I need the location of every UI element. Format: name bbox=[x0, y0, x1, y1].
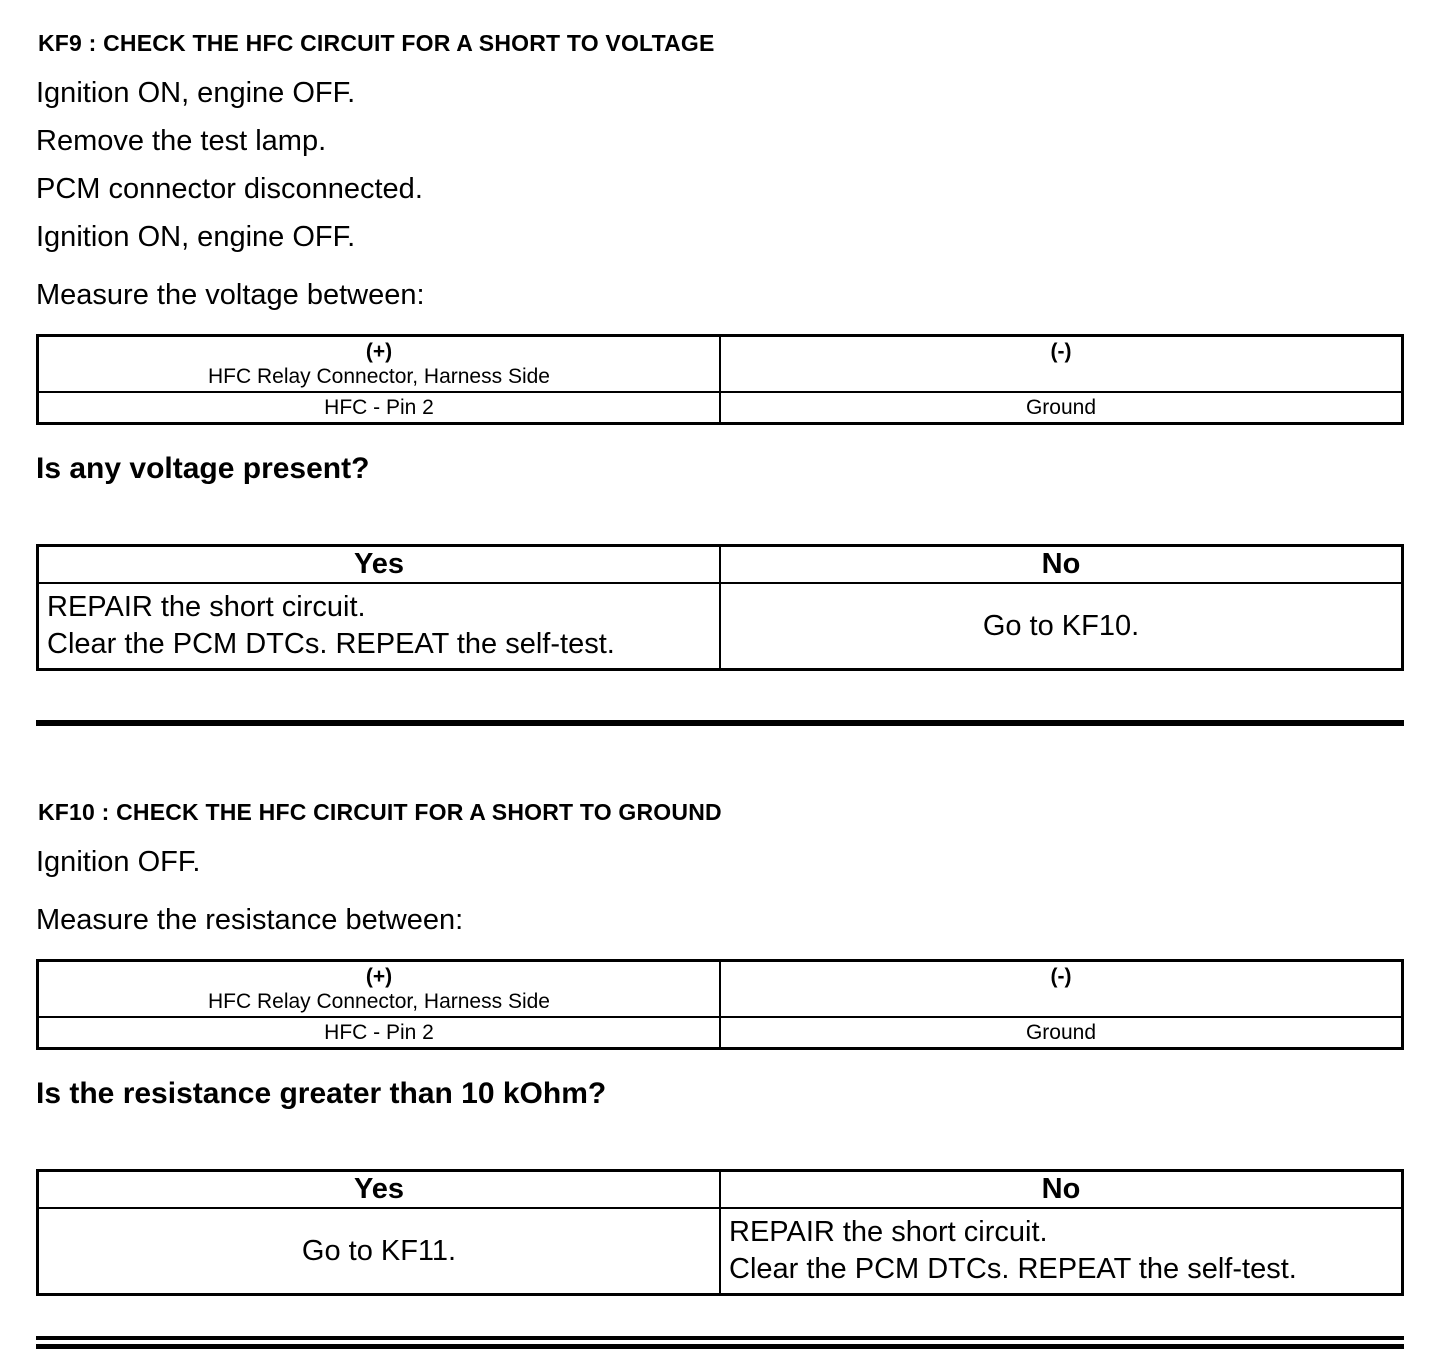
yes-action-line: REPAIR the short circuit. bbox=[47, 591, 366, 623]
measurement-header-row bbox=[38, 336, 1403, 393]
decision-question: Is the resistance greater than 10 kOhm? bbox=[36, 1077, 607, 1110]
negative-symbol: (-) bbox=[1050, 340, 1072, 363]
no-action-line: Clear the PCM DTCs. REPEAT the self-test. bbox=[729, 1253, 1297, 1285]
negative-terminal-header bbox=[720, 961, 1403, 1018]
measure-instruction: Measure the voltage between: bbox=[36, 279, 425, 311]
positive-terminal-header bbox=[38, 961, 721, 1018]
decision-header-row bbox=[38, 1171, 1403, 1209]
decision-table-kf9 bbox=[36, 544, 1404, 671]
no-action-line: Go to KF10. bbox=[982, 609, 1140, 642]
negative-measure-point: Ground bbox=[720, 392, 1403, 424]
measurement-points-table bbox=[36, 334, 1404, 425]
yes-action-cell bbox=[38, 1208, 721, 1295]
decision-question: Is any voltage present? bbox=[36, 452, 370, 485]
positive-symbol: (+) bbox=[365, 965, 393, 988]
no-action-line: REPAIR the short circuit. bbox=[729, 1216, 1048, 1248]
page-end-divider bbox=[36, 1336, 1404, 1349]
no-header: No bbox=[720, 1171, 1403, 1209]
no-action-cell bbox=[720, 583, 1403, 670]
positive-measure-point: HFC - Pin 2 bbox=[38, 1017, 721, 1049]
positive-connector-label: HFC Relay Connector, Harness Side bbox=[208, 365, 550, 388]
decision-table-kf10 bbox=[36, 1169, 1404, 1296]
step-text: PCM connector disconnected. bbox=[36, 173, 423, 205]
section-divider bbox=[36, 720, 1404, 726]
negative-symbol: (-) bbox=[1050, 965, 1072, 988]
negative-measure-point: Ground bbox=[720, 1017, 1403, 1049]
negative-terminal-header bbox=[720, 336, 1403, 393]
no-action-cell bbox=[720, 1208, 1403, 1295]
yes-header: Yes bbox=[38, 1171, 721, 1209]
section-title-kf9: KF9 : CHECK THE HFC CIRCUIT FOR A SHORT TO VOLTAGE bbox=[38, 30, 715, 56]
measurement-value-row bbox=[38, 392, 1403, 424]
decision-header-row bbox=[38, 546, 1403, 584]
procedure-section-kf10 bbox=[36, 799, 1404, 1296]
step-text: Ignition OFF. bbox=[36, 846, 201, 878]
yes-action-line: Clear the PCM DTCs. REPEAT the self-test. bbox=[47, 628, 615, 660]
measure-instruction: Measure the resistance between: bbox=[36, 904, 464, 936]
step-text: Remove the test lamp. bbox=[36, 125, 327, 157]
positive-measure-point: HFC - Pin 2 bbox=[38, 392, 721, 424]
positive-symbol: (+) bbox=[365, 340, 393, 363]
measurement-points-table bbox=[36, 959, 1404, 1050]
positive-connector-label: HFC Relay Connector, Harness Side bbox=[208, 990, 550, 1013]
procedure-section-kf9 bbox=[36, 30, 1404, 671]
yes-header: Yes bbox=[38, 546, 721, 584]
yes-action-cell bbox=[38, 583, 721, 670]
yes-action-line: Go to KF11. bbox=[301, 1234, 457, 1267]
decision-action-row bbox=[38, 583, 1403, 670]
decision-action-row bbox=[38, 1208, 1403, 1295]
no-header: No bbox=[720, 546, 1403, 584]
positive-terminal-header bbox=[38, 336, 721, 393]
measurement-value-row bbox=[38, 1017, 1403, 1049]
measurement-header-row bbox=[38, 961, 1403, 1018]
section-title-kf10: KF10 : CHECK THE HFC CIRCUIT FOR A SHORT TO GROUND bbox=[38, 799, 722, 825]
step-text: Ignition ON, engine OFF. bbox=[36, 77, 356, 109]
step-text: Ignition ON, engine OFF. bbox=[36, 221, 356, 253]
